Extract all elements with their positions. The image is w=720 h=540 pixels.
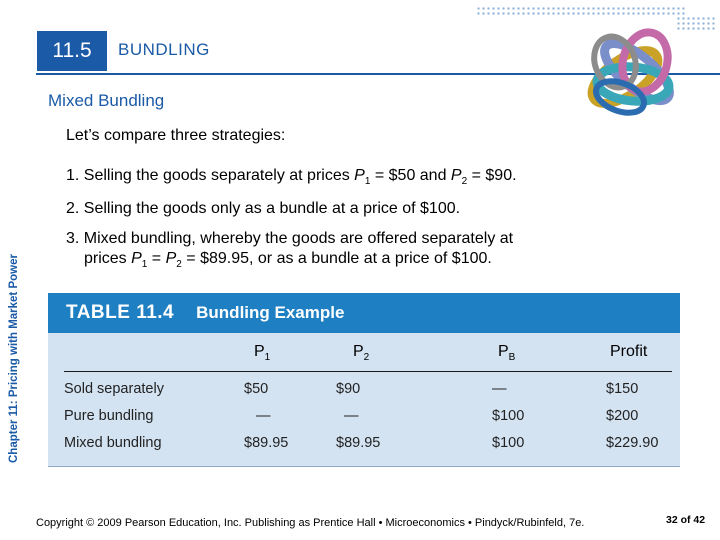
column-header-profit: Profit bbox=[610, 343, 648, 360]
table-cell: $50 bbox=[244, 381, 269, 397]
table-caption: Bundling Example bbox=[196, 303, 345, 322]
strategy-1: 1. Selling the goods separately at prices $P_1$ = $50 and $P_2$ = $90. bbox=[66, 167, 517, 188]
interlocked-rings-logo bbox=[575, 22, 695, 132]
copyright-footer: Copyright © 2009 Pearson Education, Inc. Publishing as Prentice Hall • Microeconomics • Pindyck/Rubinfeld, 7e. bbox=[36, 517, 585, 529]
table-cell: $100 bbox=[492, 408, 525, 424]
section-number: 11.5 bbox=[37, 31, 107, 71]
table-cell: $100 bbox=[492, 435, 525, 451]
table-name: TABLE 11.4 bbox=[66, 302, 175, 323]
table-cell: — bbox=[256, 408, 271, 424]
table-cell: $229.90 bbox=[606, 435, 659, 451]
table-cell: — bbox=[492, 381, 507, 397]
table-cell: $89.95 bbox=[244, 435, 289, 451]
chapter-side-label: Chapter 11: Pricing with Market Power bbox=[8, 254, 20, 463]
bundling-table bbox=[48, 333, 680, 467]
table-cell: $150 bbox=[606, 381, 639, 397]
row-label: Sold separately bbox=[64, 381, 164, 397]
column-header-pb: $P_B$ bbox=[498, 343, 516, 364]
slide-subtitle: Mixed Bundling bbox=[48, 91, 165, 110]
page-number: 32 of 42 bbox=[666, 514, 706, 526]
row-label: Mixed bundling bbox=[64, 435, 162, 451]
table-cell: $200 bbox=[606, 408, 639, 424]
table-header-rule bbox=[64, 371, 672, 372]
section-title: BUNDLING bbox=[118, 40, 210, 59]
table-cell: — bbox=[344, 408, 359, 424]
column-header-p1: $P_1$ bbox=[254, 343, 271, 364]
strategy-2: 2. Selling the goods only as a bundle at a price of $100. bbox=[66, 200, 461, 217]
table-title-bar bbox=[48, 293, 680, 333]
column-header-p2: $P_2$ bbox=[353, 343, 370, 364]
row-label: Pure bundling bbox=[64, 408, 154, 424]
table-cell: $90 bbox=[336, 381, 361, 397]
intro-text: Let’s compare three strategies: bbox=[66, 127, 286, 144]
decorative-dot-pattern bbox=[476, 6, 686, 16]
strategy-3: 3. Mixed bundling, whereby the goods are offered separately at prices $P_1 = P_2$ = $89.95, or as a bundle at a price of $100. bbox=[66, 230, 514, 271]
table-cell: $89.95 bbox=[336, 435, 381, 451]
